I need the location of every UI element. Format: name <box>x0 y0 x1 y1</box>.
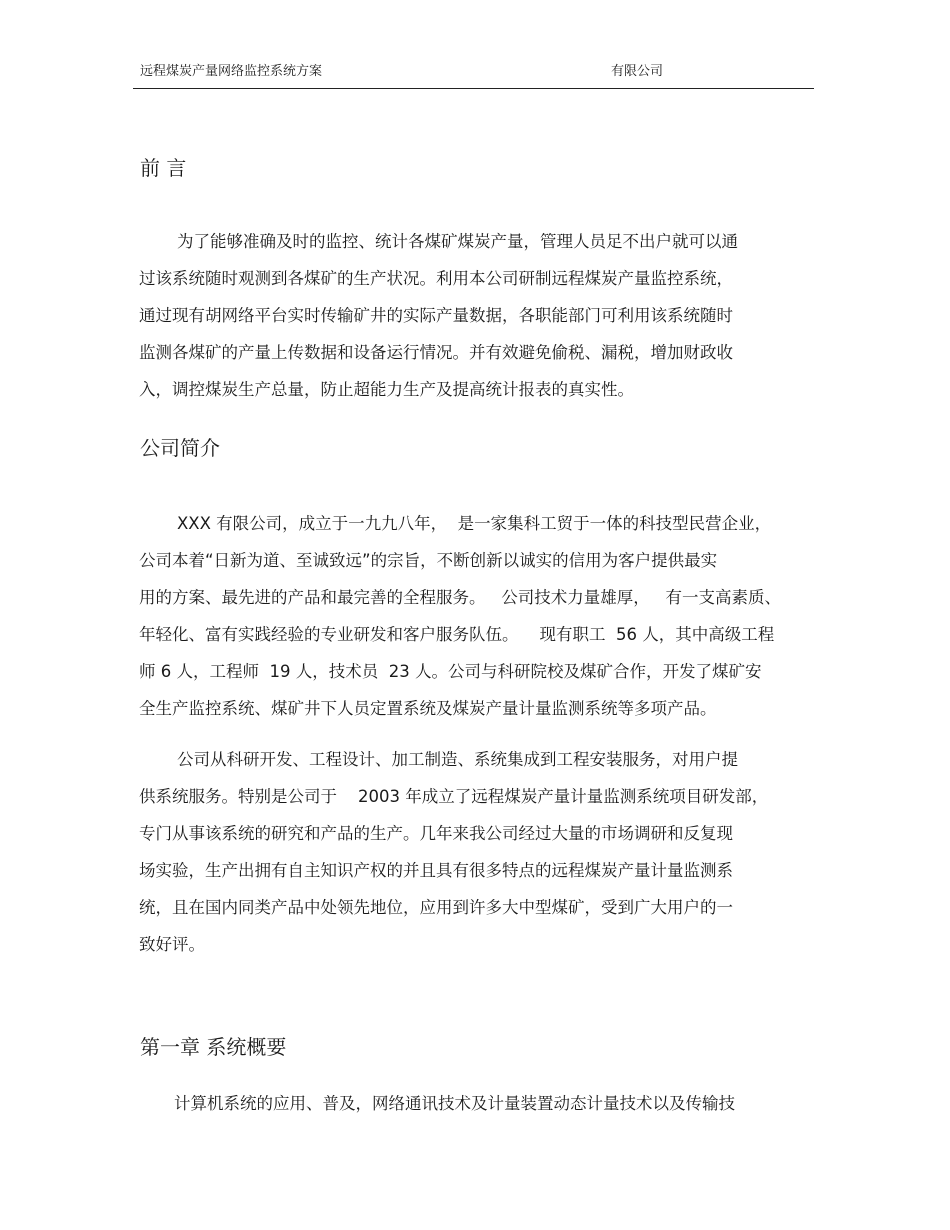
text-line: 年轻化、富有实践经验的专业研发和客户服务队伍。 现有职工 56 人，其中高级工程 <box>139 625 775 644</box>
text-line: 统，且在国内同类产品中处领先地位，应用到许多大中型煤矿，受到广大用户的一 <box>139 898 733 917</box>
text-line: 全生产监控系统、煤矿井下人员定置系统及煤炭产量计量监测系统等多项产品。 <box>139 699 717 718</box>
text-line: 专门从事该系统的研究和产品的生产。几年来我公司经过大量的市场调研和反复现 <box>139 824 733 843</box>
company-heading: 公司简介 <box>140 436 220 460</box>
text-line: 公司从科研开发、工程设计、加工制造、系统集成到工程安装服务，对用户提 <box>177 750 738 769</box>
text-line: 通过现有胡网络平台实时传输矿井的实际产量数据，各职能部门可利用该系统随时 <box>139 306 733 325</box>
company-paragraph-2 <box>139 741 814 963</box>
chapter1-paragraph <box>139 1085 814 1122</box>
text-line: 监测各煤矿的产量上传数据和设备运行情况。并有效避免偷税、漏税，增加财政收 <box>139 343 733 362</box>
text-line: 计算机系统的应用、普及，网络通讯技术及计量装置动态计量技术以及传输技 <box>174 1094 735 1113</box>
text-line: 供系统服务。特别是公司于 2003 年成立了远程煤炭产量计量监测系统项目研发部， <box>139 787 769 806</box>
chapter1-heading: 第一章 系统概要 <box>140 1035 287 1059</box>
preface-heading: 前 言 <box>140 156 187 180</box>
text-line: 入，调控煤炭生产总量，防止超能力生产及提高统计报表的真实性。 <box>139 380 634 399</box>
header-doc-title: 远程煤炭产量网络监控系统方案 <box>140 64 323 79</box>
text-line: XXX 有限公司，成立于一九九八年， 是一家集科工贸于一体的科技型民营企业， <box>177 514 772 533</box>
page-header <box>133 58 814 89</box>
preface-paragraph <box>139 223 814 408</box>
text-line: 公司本着“日新为道、至诚致远”的宗旨，不断创新以诚实的信用为客户提供最实 <box>139 551 718 570</box>
company-paragraph-1 <box>139 505 814 727</box>
text-line: 场实验，生产出拥有自主知识产权的并且具有很多特点的远程煤炭产量计量监测系 <box>139 861 733 880</box>
header-company: 有限公司 <box>611 64 664 79</box>
text-line: 致好评。 <box>139 935 205 954</box>
text-line: 用的方案、最先进的产品和最完善的全程服务。 公司技术力量雄厚， 有一支高素质、 <box>139 588 781 607</box>
text-line: 过该系统随时观测到各煤矿的生产状况。利用本公司研制远程煤炭产量监控系统， <box>139 269 733 288</box>
text-line: 为了能够准确及时的监控、统计各煤矿煤炭产量，管理人员足不出户就可以通 <box>177 232 738 251</box>
text-line: 师 6 人，工程师 19 人，技术员 23 人。公司与科研院校及煤矿合作，开发了煤矿安 <box>139 662 762 681</box>
